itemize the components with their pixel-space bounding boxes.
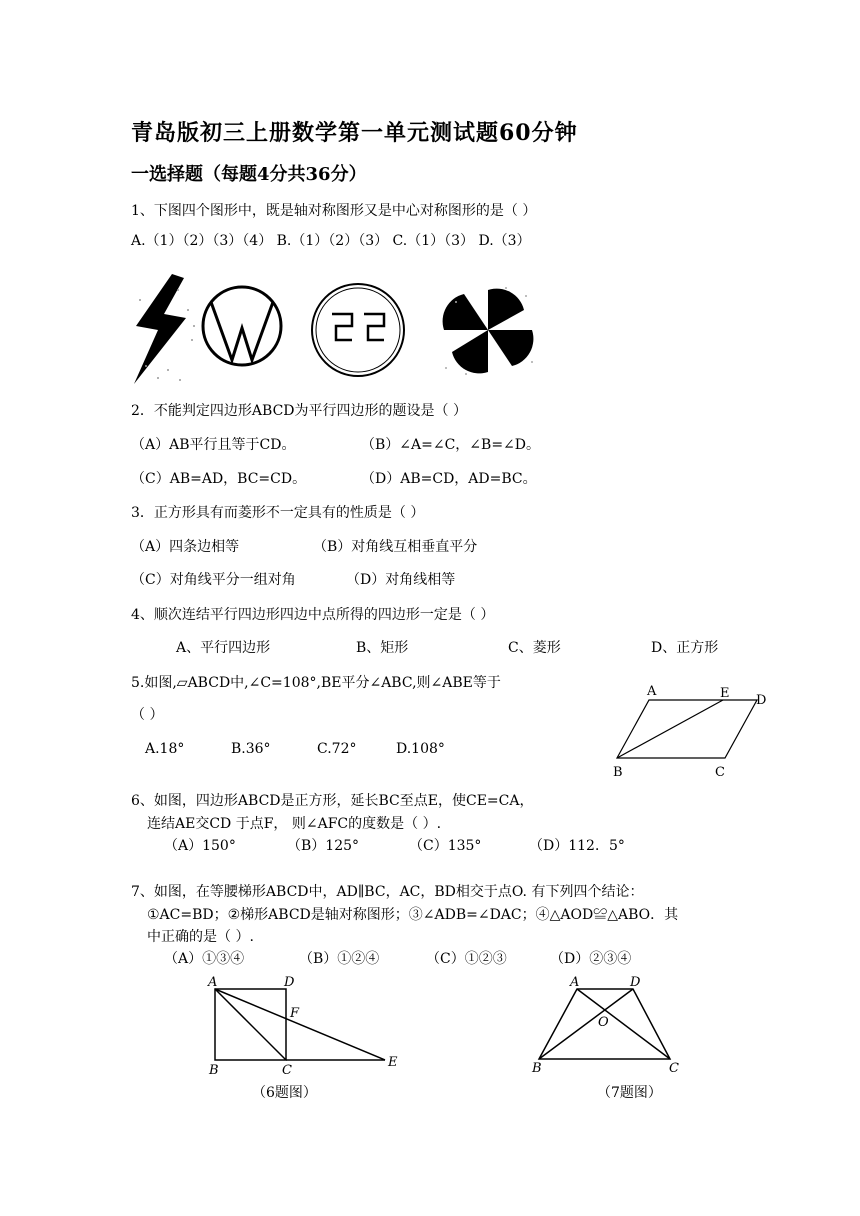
q7-option-b: （B）①②④ [299, 951, 380, 967]
figure-lightning-icon [128, 270, 200, 388]
q6-option-c: （C）135° [409, 838, 482, 854]
q3-option-a: （A）四条边相等 [131, 539, 240, 555]
q4-option-a: A、平行四边形 [176, 640, 271, 656]
fig7-label-d: D [630, 975, 641, 990]
section-heading: 一选择题（每题4分共36分） [131, 164, 367, 185]
q7-option-d: （D）②③④ [550, 951, 632, 967]
fig7-label-a: A [570, 975, 580, 990]
q2-option-d: （D）AB=CD，AD=BC。 [361, 471, 537, 487]
q6-option-b: （B）125° [287, 838, 360, 854]
q6-stem-line2: 连结AE交CD 于点F， 则∠AFC的度数是（ ）. [147, 816, 442, 832]
figure-circle-hui-icon [308, 280, 408, 380]
q1-stem: 1、下图四个图形中，既是轴对称图形又是中心对称图形的是（ ） [131, 203, 537, 219]
q7-stem-line3: 中正确的是（ ）. [147, 929, 254, 945]
fig7-label-c: C [669, 1061, 679, 1076]
q2-option-b: （B）∠A=∠C，∠B=∠D。 [361, 437, 541, 453]
fig7-label-o: O [598, 1015, 609, 1030]
q7-option-a: （A）①③④ [164, 951, 245, 967]
q5-label-a: A [647, 684, 657, 699]
figure-pinwheel-icon [436, 282, 540, 378]
q7-trapezoid-figure [525, 972, 695, 1077]
page-title: 青岛版初三上册数学第一单元测试题60分钟 [131, 120, 578, 146]
q6-option-d: （D）112．5° [529, 838, 625, 854]
fig6-label-e: E [388, 1055, 398, 1070]
q5-option-a: A.18° [145, 741, 185, 757]
q5-option-d: D.108° [396, 741, 445, 757]
q5-stem: 5.如图,▱ABCD中,∠C=108°,BE平分∠ABC,则∠ABE等于 [131, 675, 501, 691]
fig6-label-f: F [290, 1006, 300, 1021]
fig6-label-d: D [284, 975, 295, 990]
fig7-caption: （7题图） [597, 1085, 662, 1101]
q3-option-b: （B）对角线互相垂直平分 [313, 539, 478, 555]
q4-stem: 4、顺次连结平行四边形四边中点所得的四边形一定是（ ） [131, 607, 495, 623]
q5-option-c: C.72° [317, 741, 357, 757]
figure-circle-v-icon [200, 284, 284, 368]
q5-label-d: D [756, 693, 767, 708]
fig6-label-a: A [208, 975, 218, 990]
fig6-caption: （6题图） [252, 1085, 317, 1101]
q5-paren: （ ） [131, 707, 164, 723]
q7-stem-line1: 7、如图，在等腰梯形ABCD中，AD∥BC，AC，BD相交于点O. 有下列四个结论： [131, 884, 644, 900]
q4-option-d: D、正方形 [651, 640, 719, 656]
q5-option-b: B.36° [231, 741, 271, 757]
q2-option-a: （A）AB平行且等于CD。 [131, 437, 296, 453]
q7-option-c: （C）①②③ [426, 951, 507, 967]
fig6-label-c: C [282, 1063, 292, 1078]
q6-stem-line1: 6、如图，四边形ABCD是正方形，延长BC至点E，使CE=CA， [131, 793, 534, 809]
q5-label-e: E [720, 686, 730, 701]
q6-option-a: （A）150° [164, 838, 236, 854]
fig6-label-b: B [209, 1063, 219, 1078]
q3-option-c: （C）对角线平分一组对角 [131, 572, 296, 588]
q2-option-c: （C）AB=AD，BC=CD。 [131, 471, 307, 487]
q5-parallelogram-figure [605, 680, 775, 780]
q7-stem-line2: ①AC=BD；②梯形ABCD是轴对称图形；③∠ADB=∠DAC；④△AOD≌△ABO．其 [147, 907, 679, 923]
q5-label-b: B [613, 765, 623, 780]
q5-label-c: C [715, 765, 725, 780]
q2-stem: 2．不能判定四边形ABCD为平行四边形的题设是（ ） [131, 403, 467, 419]
q4-option-c: C、菱形 [508, 640, 561, 656]
q1-options: A.（1）（2）（3）（4） B.（1）（2）（3） C.（1）（3） D.（3） [131, 233, 531, 249]
q3-stem: 3．正方形具有而菱形不一定具有的性质是（ ） [131, 505, 425, 521]
q3-option-d: （D）对角线相等 [346, 572, 456, 588]
fig7-label-b: B [532, 1061, 542, 1076]
q6-square-figure [200, 972, 410, 1077]
q4-option-b: B、矩形 [356, 640, 409, 656]
